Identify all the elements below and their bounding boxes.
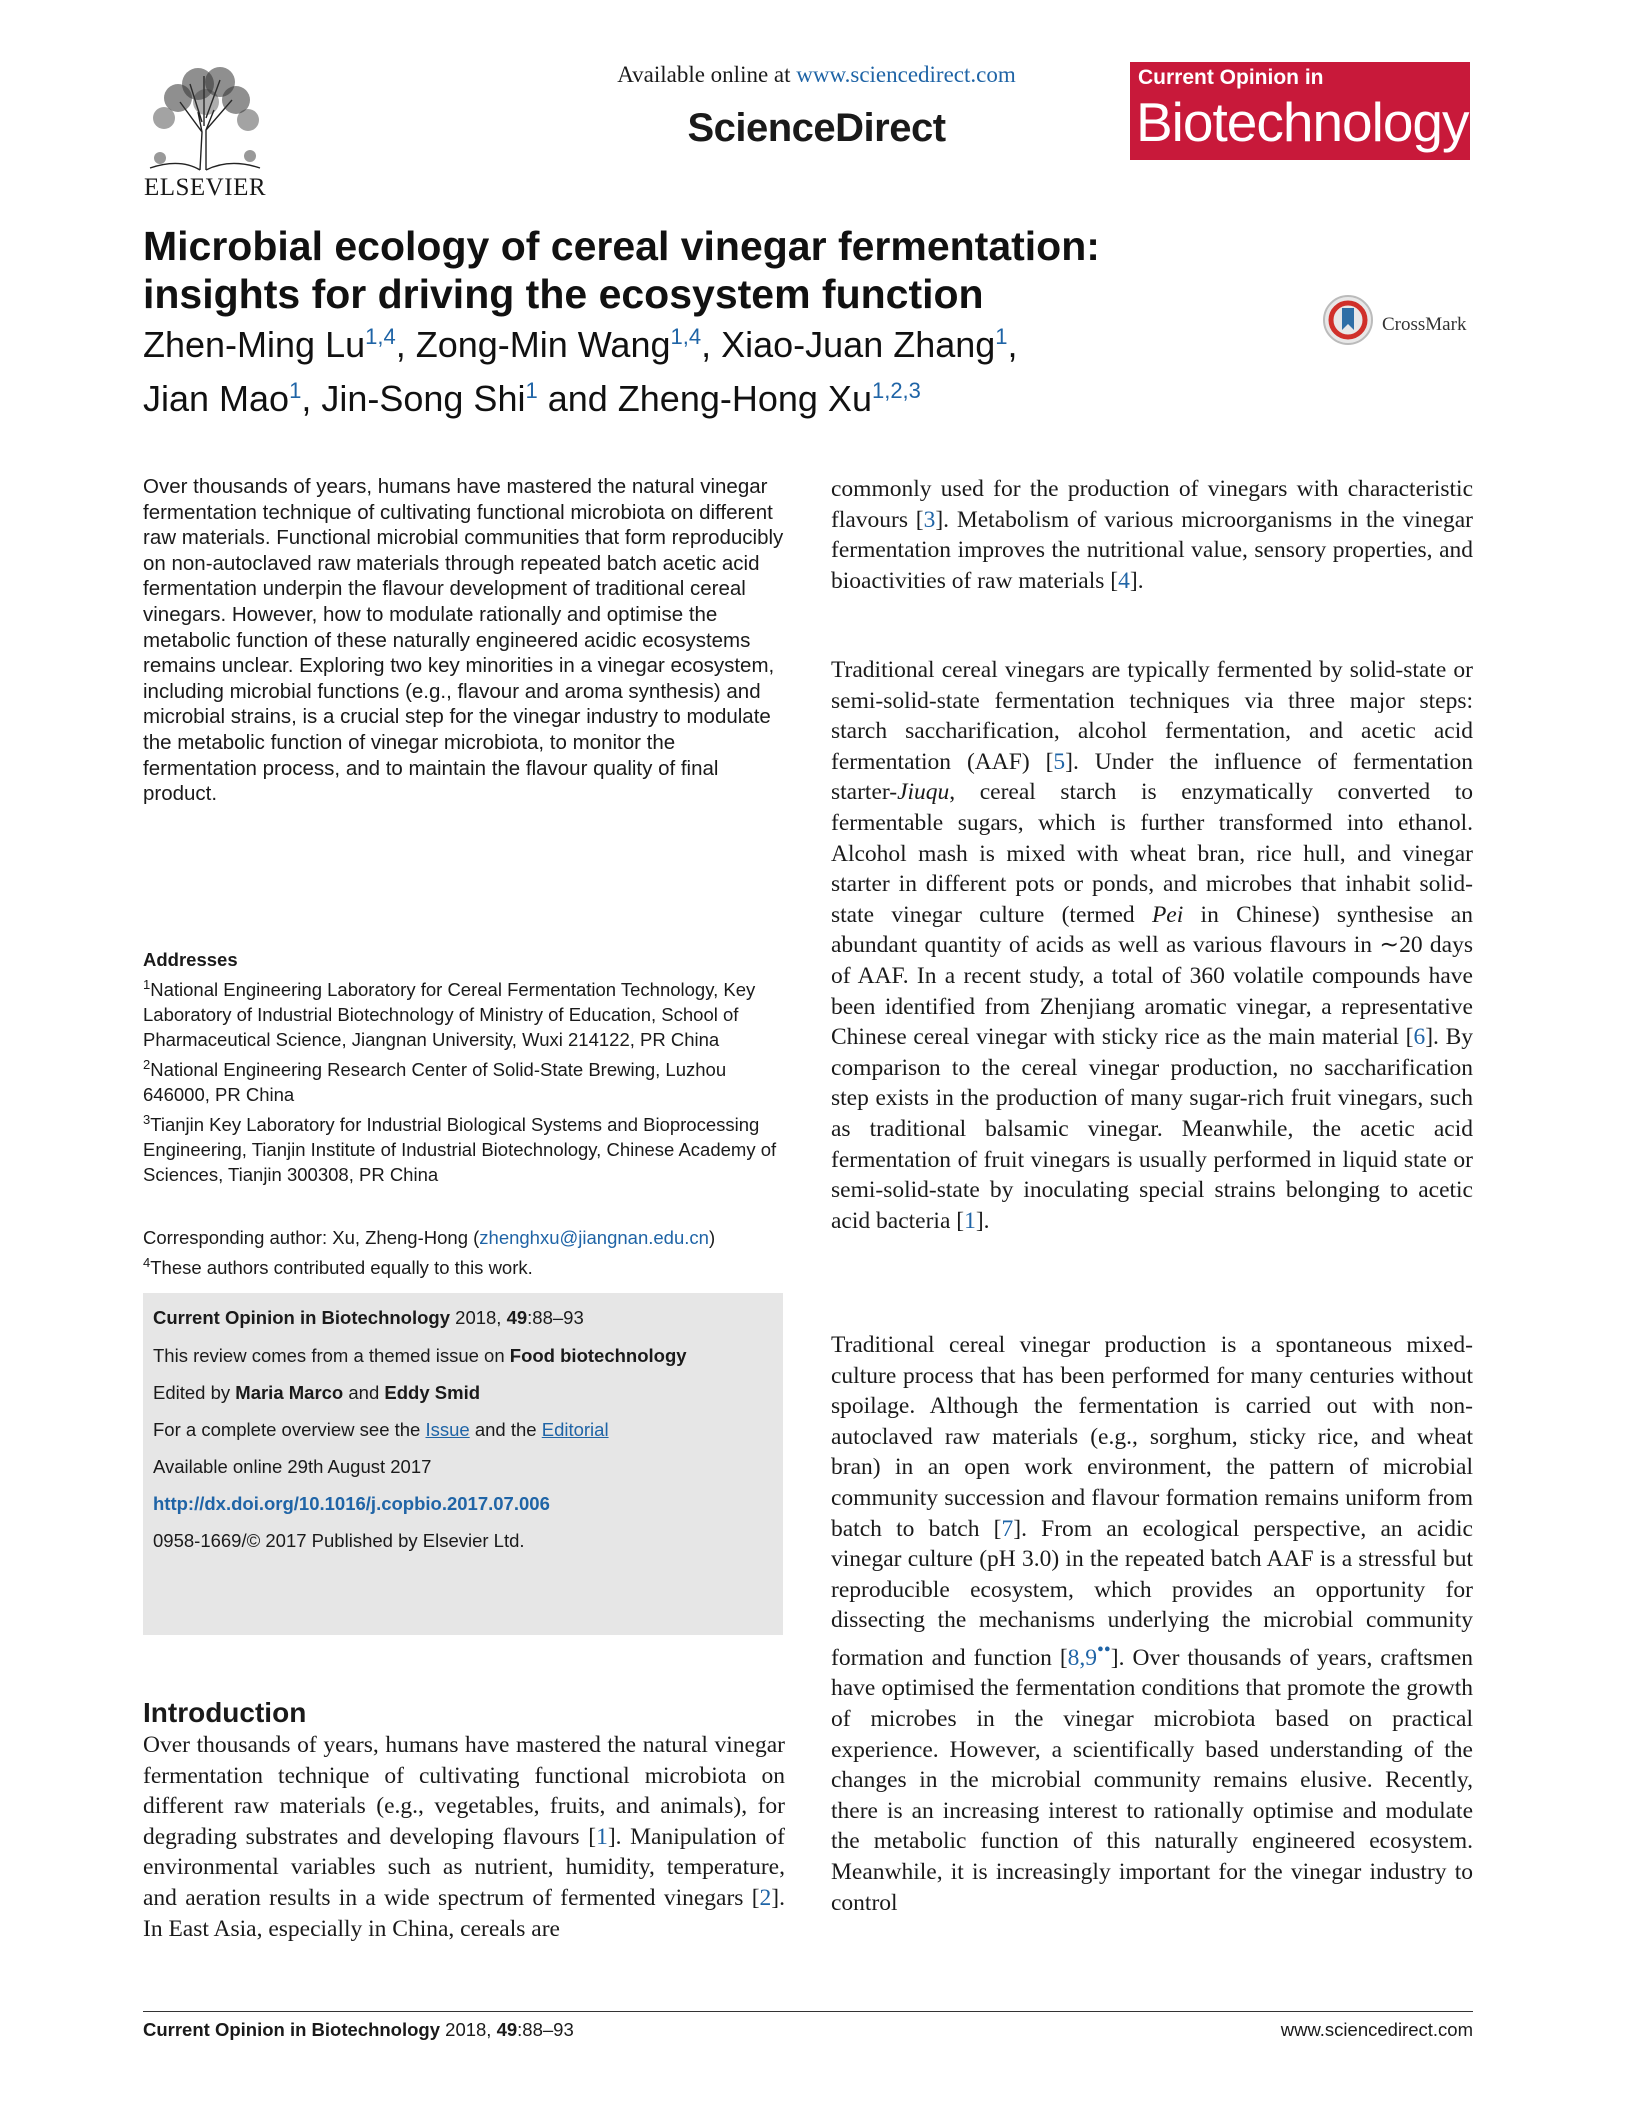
body-paragraph: commonly used for the production of vinegars with characteristic flavours [3]. Metabolism of various microorganisms in the vinegar fermentation improves the nutritional value, sensory properties, and bioactivities of raw materials [4]. (831, 476, 1473, 594)
crossmark-badge[interactable] (1322, 294, 1482, 354)
info-copyright: 0958-1669/© 2017 Published by Elsevier Ltd. (153, 1530, 525, 1551)
reference-link[interactable]: 4 (1118, 567, 1130, 594)
author-name: Zhen-Ming Lu (143, 324, 366, 365)
introduction-heading: Introduction (143, 1697, 307, 1728)
addresses (143, 947, 785, 1187)
info-overview: For a complete overview see the Issue and the Editorial (153, 1419, 609, 1440)
author-affiliation: 1,4 (670, 324, 702, 349)
reference-link[interactable]: 6 (1413, 1024, 1426, 1051)
publisher-wordmark: ELSEVIER (143, 174, 267, 201)
introduction-paragraph: Over thousands of years, humans have mastered the natural vinegar fermentation technique of cultivating functional microbiota on different raw materials (e.g., vegetables, fruits, and animals), for degrading substrates and developing flavours [1]. Manipulation of environmental variables such as nutrient, humidity, temperature, and aeration results in a wide spectrum of fermented vinegars [2]. In East Asia, especially in China, cereals are (143, 1732, 786, 1942)
author-affiliation: 1 (525, 378, 538, 403)
editorial-link[interactable]: Editorial (541, 1419, 609, 1440)
article-info-box (143, 1293, 783, 1635)
address-item: $^3$Tianjin Key Laboratory for Industrial Biological Systems and Bioprocessing Engineering, Tianjin Institute of Industrial Biotechnology, Chinese Academy of Sciences, Tianjin 300308, PR China (143, 1112, 777, 1186)
article-title: Microbial ecology of cereal vinegar fermentation: insights for driving the ecosystem function (143, 223, 1100, 317)
info-available-date: Available online 29th August 2017 (153, 1456, 432, 1477)
journal-banner (1130, 62, 1470, 160)
author-separator: , (395, 324, 416, 365)
addresses-heading: Addresses (143, 949, 238, 970)
journal-banner-line2: Biotechnology (1136, 91, 1469, 153)
author-name: Zong-Min Wang (415, 324, 671, 365)
reference-link[interactable]: 8,9 (1067, 1644, 1098, 1671)
author-separator: and (537, 378, 618, 419)
reference-link[interactable]: 1 (596, 1823, 608, 1850)
body-paragraph: Traditional cereal vinegar production is a spontaneous mixed-culture process that has been performed for many centuries without spoilage. Although the fermentation is carried out with non-autoclaved raw materials (e.g., sorghum, sticky rice, and wheat bran) in an open work environment, the pattern of microbial community succession and flavour formation remains uniform from batch to batch [7]. From an ecological perspective, an acidic vinegar culture (pH 3.0) in the repeated batch AAF is a stressful but reproducible ecosystem, which provides an opportunity for dissecting the mechanisms underlying the microbial community formation and function [8,9••]. Over thousands of years, craftsmen have optimised the fermentation conditions that promote the growth of microbes in the vinegar microbiota based on practical experience. However, a scientifically based understanding of the changes in the microbial community remains elusive. Recently, there is an increasing interest to rationally optimise and modulate the metabolic function of this naturally engineered ecosystem. Meanwhile, it is increasingly important for the vinegar industry to control (831, 1332, 1473, 1916)
reference-link[interactable]: 5 (1053, 748, 1066, 775)
abstract: Over thousands of years, humans have mastered the natural vinegar fermentation technique of cultivating functional microbiota on different raw materials. Functional microbial communities that form reproducibly on non-autoclaved raw materials through repeated batch acetic acid fermentation underpin the flavour development of traditional cereal vinegars. However, how to modulate rationally and optimise the metabolic function of these naturally engineered acidic ecosystems remains unclear. Exploring two key minorities in a vinegar ecosystem, including microbial functions (e.g., flavour and aroma synthesis) and microbial strains, is a crucial step for the vinegar industry to modulate the metabolic function of vinegar microbiota, to monitor the fermentation process, and to maintain the flavour quality of final product. (143, 475, 784, 806)
author-separator: , (1007, 324, 1018, 365)
author-affiliation: 1 (289, 378, 302, 403)
body-paragraph: Traditional cereal vinegars are typically fermented by solid-state or semi-solid-state fermentation techniques via three major steps: starch saccharification, alcohol fermentation, and acetic acid fermentation (AAF) [5]. Under the influence of fermentation starter-Jiuqu, cereal starch is enzymatically converted to fermentable sugars, which is further transformed into ethanol. Alcohol mash is mixed with wheat bran, rice hull, and vinegar starter in different pots or ponds, and microbes that inhabit solid-state vinegar culture (termed Pei in Chinese) synthesise an abundant quantity of acids as well as various flavours in ∼20 days of AAF. In a recent study, a total of 360 volatile compounds have been identified from Zhenjiang aromatic vinegar, a representative Chinese cereal vinegar with sticky rice as the main material [6]. By comparison to the cereal vinegar production, no saccharification step exists in the production of many sugar-rich fruit vinegars, such as traditional balsamic vinegar. Meanwhile, the acetic acid fermentation of fruit vinegars is usually performed in liquid state or semi-solid-state by inoculating special strains belonging to acetic acid bacteria [1]. (831, 657, 1474, 1234)
info-themed-issue: This review comes from a themed issue on Food biotechnology (153, 1345, 687, 1366)
address-item: $^2$National Engineering Research Center of Solid-State Brewing, Luzhou 646000, PR China (143, 1057, 727, 1106)
crossmark-label: CrossMark (1382, 314, 1467, 335)
recommended-dots: •• (1097, 1639, 1111, 1661)
address-item: $^1$National Engineering Laboratory for Cereal Fermentation Technology, Key Laboratory of Industrial Biotechnology of Ministry of Education, School of Pharmaceutical Science, Jiangnan University, Wuxi 214122, PR China (143, 977, 756, 1051)
reference-link[interactable]: 1 (964, 1207, 976, 1234)
journal-banner-line1: Current Opinion in (1138, 66, 1324, 89)
reference-link[interactable]: 3 (923, 506, 936, 533)
correspondence (143, 1225, 785, 1280)
author-separator: , (701, 324, 722, 365)
doi-link[interactable]: http://dx.doi.org/10.1016/j.copbio.2017.07.006 (153, 1493, 550, 1514)
author-separator: , (301, 378, 322, 419)
reference-link[interactable]: 7 (1001, 1515, 1014, 1542)
footer-divider (143, 2011, 1473, 2012)
info-citation: Current Opinion in Biotechnology 2018, 49:88–93 (153, 1307, 584, 1328)
author-email-link[interactable]: zhenghxu@jiangnan.edu.cn (479, 1227, 709, 1248)
author-list (143, 314, 1193, 422)
author-affiliation: 1,2,3 (871, 378, 921, 403)
corresponding-author: Corresponding author: Xu, Zheng-Hong (zhenghxu@jiangnan.edu.cn) (143, 1227, 716, 1248)
sciencedirect-link[interactable]: www.sciencedirect.com (796, 62, 1016, 87)
author-affiliation: 1 (995, 324, 1008, 349)
available-online-line: Available online at www.sciencedirect.com (617, 62, 1016, 87)
issue-link[interactable]: Issue (425, 1419, 470, 1440)
author-affiliation: 1,4 (365, 324, 396, 349)
author-name: Zheng-Hong Xu (617, 378, 872, 419)
info-editors: Edited by Maria Marco and Eddy Smid (153, 1382, 481, 1403)
author-name: Xiao-Juan Zhang (721, 324, 996, 365)
equal-contribution-note: $^4$These authors contributed equally to this work. (143, 1255, 533, 1279)
author-name: Jin-Song Shi (321, 378, 526, 419)
crossmark-icon (1322, 294, 1374, 346)
reference-link[interactable]: 2 (759, 1884, 772, 1911)
sciencedirect-wordmark: ScienceDirect (687, 106, 946, 150)
footer-citation: Current Opinion in Biotechnology 2018, 49:88–93 (143, 2019, 574, 2040)
author-name: Jian Mao (143, 378, 290, 419)
footer-site-link[interactable]: www.sciencedirect.com (1280, 2019, 1473, 2040)
